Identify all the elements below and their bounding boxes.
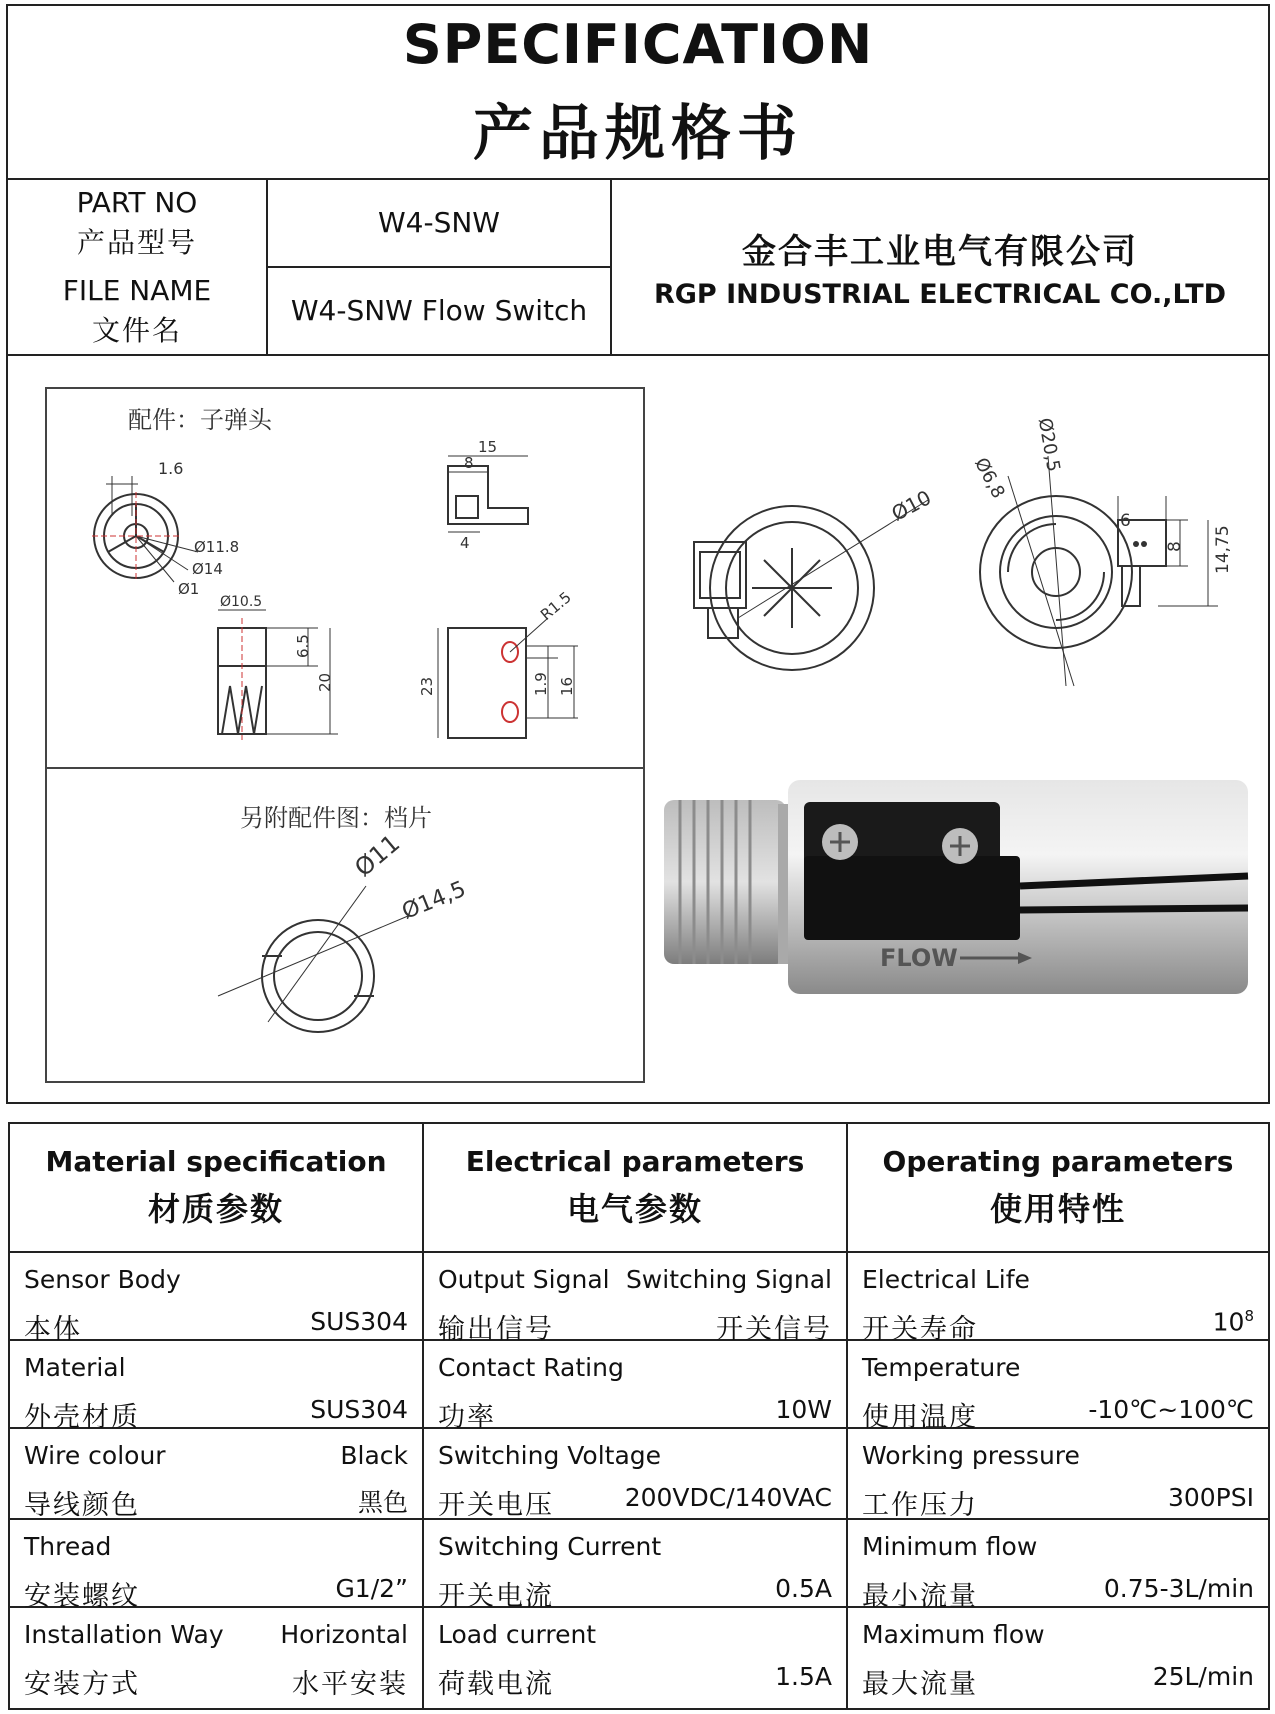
spec-value: SUS304: [310, 1307, 408, 1336]
operating-header: [848, 1124, 1268, 1251]
material-header-en: Material specification: [45, 1145, 387, 1178]
dim-label: 16: [558, 676, 576, 696]
spec-label-cn: 开关寿命: [862, 1314, 978, 1345]
file-name-value: [268, 268, 610, 354]
spec-label-cn: 荷载电流: [438, 1669, 554, 1700]
part-no-label-en: PART NO: [76, 186, 198, 219]
spec-label-cn: 最大流量: [862, 1669, 978, 1700]
product-photo: [664, 780, 1248, 994]
spec-label-cn: 输出信号: [438, 1314, 554, 1345]
spec-label-cn: 安装螺纹: [24, 1581, 140, 1612]
operating-header-en: Operating parameters: [882, 1145, 1234, 1178]
accessory-label: 配件：子弹头: [128, 406, 272, 434]
spec-label: Minimum flow: [862, 1532, 1038, 1561]
page-title: SPECIFICATION: [402, 12, 874, 76]
spec-value: 0.75-3L/min: [1103, 1574, 1254, 1603]
spec-label-cn: 开关电压: [438, 1490, 554, 1521]
dim-label: Ø6,8: [970, 454, 1009, 502]
spec-value: 黑色: [357, 1488, 408, 1517]
spec-label-cn: 导线颜色: [24, 1490, 140, 1521]
dim-label: 1.6: [158, 459, 184, 478]
dim-label: 4: [460, 534, 470, 552]
dim-label: Ø11.8: [194, 538, 240, 556]
electrical-header-cn: 电气参数: [566, 1190, 703, 1228]
material-row: [10, 1253, 422, 1345]
file-name-label: [8, 268, 266, 354]
spec-value: 0.5A: [775, 1574, 832, 1603]
dim-label: R1.5: [536, 588, 575, 624]
spec-value: 200VDC/140VAC: [624, 1483, 832, 1512]
spec-label-cn: 开关电流: [438, 1581, 554, 1612]
spec-value: G1/2”: [335, 1574, 408, 1603]
electrical-row: [424, 1341, 846, 1433]
spec-label: Switching Current: [438, 1532, 662, 1561]
company-block: [612, 180, 1268, 354]
spec-label-cn: 本体: [24, 1314, 82, 1345]
spec-label: Thread: [24, 1532, 112, 1561]
spec-value: -10℃~100℃: [1088, 1395, 1254, 1424]
dim-label: Ø14: [192, 560, 223, 578]
dim-label: 6.5: [294, 634, 312, 658]
material-header-cn: 材质参数: [147, 1190, 284, 1228]
dim-label: 15: [478, 438, 498, 456]
spec-value: 水平安装: [292, 1669, 408, 1700]
part-no-label-cn: 产品型号: [76, 226, 197, 259]
dim-label: 1.9: [532, 672, 550, 696]
spec-label: Temperature: [862, 1353, 1021, 1382]
spec-value: 300PSI: [1167, 1483, 1254, 1512]
spec-value-en: Switching Signal: [625, 1265, 832, 1294]
spec-label-cn: 外壳材质: [24, 1402, 140, 1433]
spec-label: Working pressure: [862, 1441, 1080, 1470]
spec-value-en: Horizontal: [280, 1620, 408, 1649]
dim-label: 8: [1165, 541, 1185, 552]
file-name-label-cn: 文件名: [91, 314, 182, 347]
dim-label: Ø11: [349, 829, 406, 883]
dim-label: Ø10.5: [220, 594, 263, 610]
operating-row: [848, 1429, 1268, 1521]
part-no: W4-SNW: [377, 206, 500, 239]
spec-label-cn: 最小流量: [862, 1581, 978, 1612]
material-header: [10, 1124, 422, 1251]
title-block: [8, 8, 1268, 176]
operating-header-cn: 使用特性: [989, 1190, 1126, 1228]
electrical-life-base: 10: [1212, 1307, 1245, 1337]
spec-label: Maximum flow: [862, 1620, 1045, 1649]
electrical-life-exponent: 8: [1244, 1307, 1254, 1325]
extra-label: 另附配件图：档片: [240, 804, 432, 832]
dim-label: Ø14,5: [398, 876, 470, 925]
technical-drawing: [8, 356, 1268, 1102]
company-name-en: RGP INDUSTRIAL ELECTRICAL CO.,LTD: [653, 279, 1227, 310]
dim-label: 20: [316, 672, 334, 692]
spec-value: 开关信号: [716, 1314, 832, 1345]
spec-label: Load current: [438, 1620, 597, 1649]
operating-row: [848, 1520, 1268, 1612]
dim-label: 23: [418, 676, 436, 696]
part-no-value: [268, 180, 610, 266]
electrical-row: [424, 1253, 846, 1345]
material-row: [10, 1429, 422, 1521]
material-row: [10, 1341, 422, 1433]
material-row: [10, 1608, 422, 1708]
dim-label: Ø1: [178, 580, 200, 598]
part-no-label: [8, 180, 266, 266]
electrical-row: [424, 1429, 846, 1521]
spec-value: 1.5A: [775, 1662, 832, 1691]
company-name-cn: 金合丰工业电气有限公司: [742, 232, 1138, 272]
spec-label: Switching Voltage: [438, 1441, 662, 1470]
dim-label: 8: [464, 454, 474, 472]
spec-value: 25L/min: [1152, 1662, 1254, 1691]
electrical-header-en: Electrical parameters: [465, 1145, 805, 1178]
dim-label: Ø20,5: [1033, 416, 1064, 474]
spec-label: Output Signal: [438, 1265, 610, 1294]
spec-value: [1213, 1307, 1254, 1336]
spec-label: Electrical Life: [862, 1265, 1030, 1294]
spec-label-cn: 安装方式: [24, 1669, 140, 1700]
material-row: [10, 1520, 422, 1612]
flow-label: FLOW: [880, 944, 958, 972]
page-title-cn: 产品规格书: [473, 98, 803, 169]
spec-value-en: Black: [340, 1441, 408, 1470]
dim-label: Ø10: [887, 485, 936, 526]
spec-label: Contact Rating: [438, 1353, 624, 1382]
spec-label-cn: 使用温度: [862, 1402, 978, 1433]
spec-label-cn: 工作压力: [862, 1490, 978, 1521]
operating-row: [848, 1253, 1268, 1345]
operating-row: [848, 1341, 1268, 1433]
spec-value: SUS304: [310, 1395, 408, 1424]
spec-label: Wire colour: [24, 1441, 166, 1470]
spec-label: Material: [24, 1353, 126, 1382]
electrical-row: [424, 1520, 846, 1612]
spec-value: 10W: [775, 1395, 832, 1424]
file-name-label-en: FILE NAME: [62, 274, 212, 307]
spec-label: Sensor Body: [24, 1265, 181, 1294]
electrical-row: [424, 1608, 846, 1708]
spec-label: Installation Way: [24, 1620, 224, 1649]
spec-label-cn: 功率: [438, 1402, 496, 1433]
electrical-header: [424, 1124, 846, 1251]
dim-label: 14,75: [1213, 525, 1233, 574]
dim-label: 6: [1120, 511, 1131, 531]
file-name: W4-SNW Flow Switch: [290, 294, 588, 327]
operating-row: [848, 1608, 1268, 1708]
